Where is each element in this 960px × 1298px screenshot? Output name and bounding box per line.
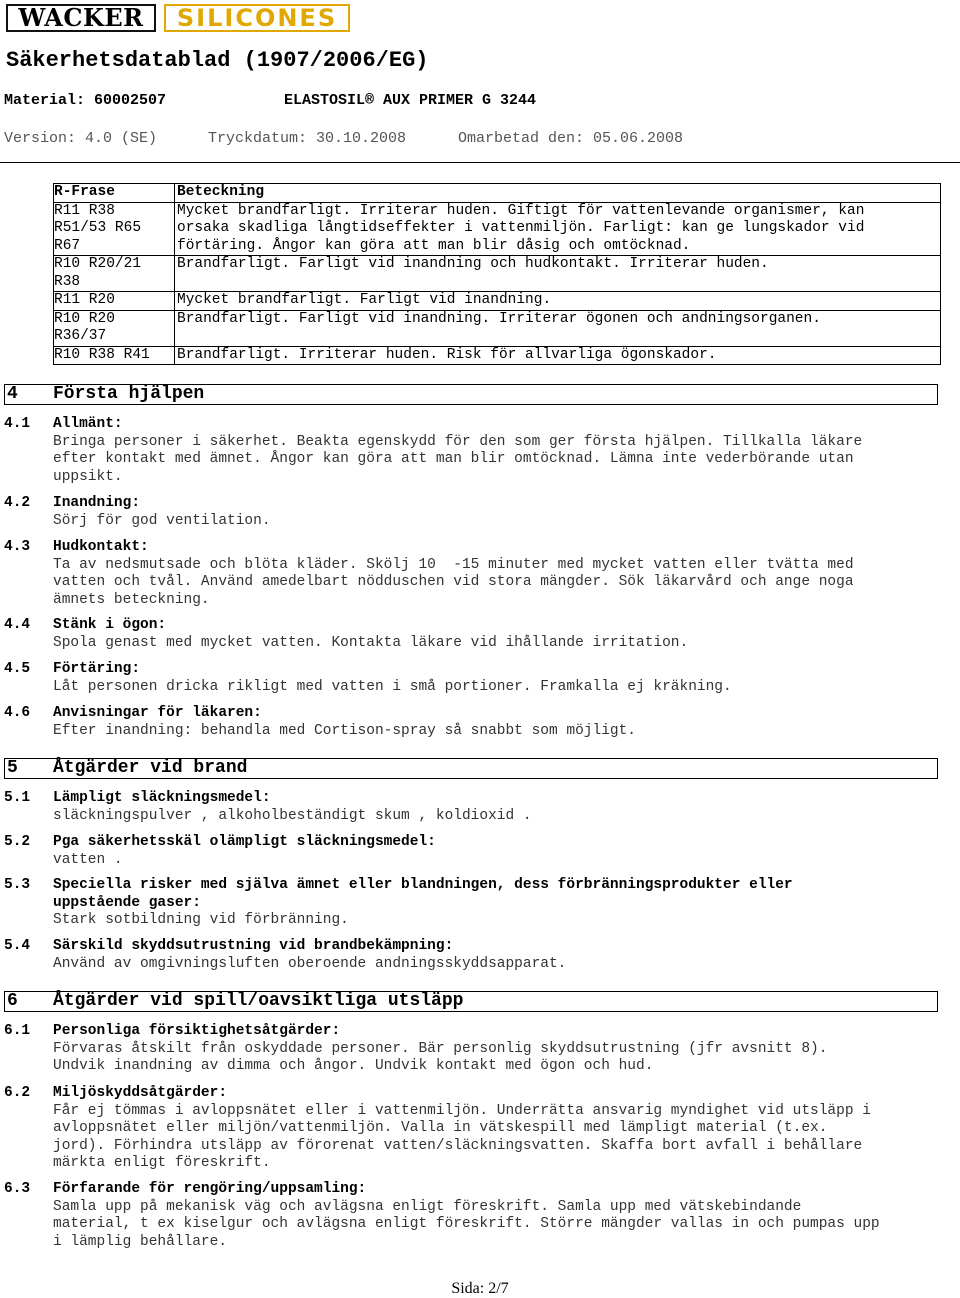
subsection-heading: Speciella risker med själva ämnet eller blandningen, dess förbränningsprodukter eller uppstående gaser: [53,877,793,911]
table-row [54,310,941,346]
table-row [54,256,941,292]
r-phrase-cell: R10 R38 R41 [54,346,175,365]
subsection-4-6 [4,705,934,740]
subsection-5-4 [4,938,934,973]
subsection-body: Låt personen dricka rikligt med vatten i små portioner. Framkalla ej kräkning. [53,678,732,695]
subsection-heading: Förfarande för rengöring/uppsamling: [53,1181,367,1197]
subsection-body: Sörj för god ventilation. [53,512,271,529]
subsection-body: Förvaras åtskilt från oskyddade personer. Bär personlig skyddsutrustning (jfr avsnitt 8). Undvik inandning av dimma och ångor. Undvik kontakt med ögon och hud. [53,1040,828,1074]
section-title: Åtgärder vid brand [53,758,248,778]
subsection-number: 5.3 [4,877,31,893]
material-line [4,92,537,110]
subsection-number: 4.6 [4,705,31,721]
subsection-heading: Allmänt: [53,416,123,432]
designation-cell: Brandfarligt. Farligt vid inandning. Irriterar ögonen och andningsorganen. [175,310,941,346]
section-number: 4 [7,384,18,404]
subsection-number: 5.4 [4,938,31,954]
table-row [54,202,941,256]
version-line [4,130,683,148]
subsection-body: Efter inandning: behandla med Cortison-spray så snabbt som möjligt. [53,722,636,739]
subsection-number: 4.2 [4,495,31,511]
section-5-heading [4,758,938,779]
subsection-heading: Inandning: [53,495,141,511]
subsection-heading: Stänk i ögon: [53,617,167,633]
version: Version: 4.0 (SE) [4,130,158,147]
subsection-body: Bringa personer i säkerhet. Beakta egenskydd för den som ger första hjälpen. Tillkalla läkare efter kontakt med ämnet. Ångor kan göra att man blir omtöcknad. Lämna inte vederbörande utan uppsikt. [53,433,863,485]
section-title: Första hjälpen [53,384,205,404]
subsection-number: 6.1 [4,1023,31,1039]
subsection-body: Ta av nedsmutsade och blöta kläder. Skölj 10 -15 minuter med mycket vatten eller tvätta med vatten och tvål. Använd amedelbart nödduschen vid stora mängder. Sök läkarvård och ange noga ämnets beteckning. [53,556,854,608]
r-phrase-cell: R10 R20 R36/37 [54,310,175,346]
column-header-r-frase: R-Frase [54,184,175,203]
subsection-5-1 [4,790,934,825]
r-phrase-cell: R10 R20/21 R38 [54,256,175,292]
subsection-heading: Miljöskyddsåtgärder: [53,1085,228,1101]
subsection-number: 5.1 [4,790,31,806]
subsection-4-2 [4,495,934,530]
header-divider [0,162,960,163]
designation-cell: Mycket brandfarligt. Farligt vid inandning. [175,292,941,311]
subsection-heading: Pga säkerhetsskäl olämpligt släckningsmedel: [53,834,436,850]
wacker-logo: WACKER [6,4,156,32]
material-number: Material: 60002507 [4,92,167,109]
table-row [54,346,941,365]
designation-cell: Brandfarligt. Irriterar huden. Risk för allvarliga ögonskador. [175,346,941,365]
subsection-6-2 [4,1085,934,1173]
subsection-body: Får ej tömmas i avloppsnätet eller i vattenmiljön. Underrätta ansvarig myndighet vid utsläpp i avloppsnätet eller miljön/vattenmiljön. Valla in vätskespill med lämpligt material (t.ex. jord). Förhindra utsläpp av förorenat vatten/släckningsvatten. Skaffa bort avfall i behållare märkta enligt föreskrift. [53,1102,871,1171]
subsection-heading: Förtäring: [53,661,141,677]
designation-cell: Mycket brandfarligt. Irriterar huden. Giftigt för vattenlevande organismer, kan orsaka skadliga långtidseffekter i vattenmiljön. Farligt: kan ge lungskador vid förtäring. Ångor kan göra att man blir dåsig och omtöcknad. [175,202,941,256]
section-4-heading [4,384,938,405]
product-name: ELASTOSIL® AUX PRIMER G 3244 [284,92,537,109]
table-row [54,292,941,311]
company-logo [6,4,350,36]
subsection-number: 4.1 [4,416,31,432]
section-6-heading [4,991,938,1012]
subsection-5-2 [4,834,934,869]
subsection-body: Stark sotbildning vid förbränning. [53,912,349,928]
document-title: Säkerhetsdatablad (1907/2006/EG) [6,48,429,73]
subsection-body: vatten . [53,851,123,868]
subsection-6-1 [4,1023,934,1076]
r-phrase-cell: R11 R38 R51/53 R65 R67 [54,202,175,256]
subsection-4-4 [4,617,934,652]
section-number: 5 [7,758,18,778]
r-phrase-table [53,183,941,365]
subsection-heading: Hudkontakt: [53,539,149,555]
subsection-number: 5.2 [4,834,31,850]
subsection-6-3 [4,1181,934,1251]
subsection-number: 4.3 [4,539,31,555]
subsection-heading: Särskild skyddsutrustning vid brandbekämpning: [53,938,454,954]
section-number: 6 [7,991,18,1011]
subsection-body: Samla upp på mekanisk väg och avlägsna enligt föreskrift. Samla upp med vätskebindande material, t ex kiselgur och avlägsna enligt föreskrift. Större mängder vallas in och pumpas upp i lämplig behållare. [53,1198,880,1250]
silicones-logo: SILICONES [164,4,350,32]
table-header-row [54,184,941,203]
page-number: Sida: 2/7 [451,1280,509,1297]
subsection-body: släckningspulver , alkoholbeständigt skum , koldioxid . [53,807,532,824]
revised-date: Omarbetad den: 05.06.2008 [458,130,684,147]
subsection-heading: Lämpligt släckningsmedel: [53,790,271,806]
print-date: Tryckdatum: 30.10.2008 [208,130,407,147]
subsection-number: 4.5 [4,661,31,677]
r-phrase-cell: R11 R20 [54,292,175,311]
column-header-beteckning: Beteckning [175,184,941,203]
subsection-body: Spola genast med mycket vatten. Kontakta läkare vid ihållande irritation. [53,634,689,651]
section-title: Åtgärder vid spill/oavsiktliga utsläpp [53,991,464,1011]
subsection-number: 4.4 [4,617,31,633]
subsection-number: 6.3 [4,1181,31,1197]
subsection-5-3 [4,877,934,930]
subsection-4-5 [4,661,934,696]
subsection-4-3 [4,539,934,609]
subsection-number: 6.2 [4,1085,31,1101]
subsection-heading: Anvisningar för läkaren: [53,705,262,721]
designation-cell: Brandfarligt. Farligt vid inandning och hudkontakt. Irriterar huden. [175,256,941,292]
subsection-4-1 [4,416,934,486]
subsection-heading: Personliga försiktighetsåtgärder: [53,1023,341,1039]
subsection-body: Använd av omgivningsluften oberoende andningsskyddsapparat. [53,955,567,972]
